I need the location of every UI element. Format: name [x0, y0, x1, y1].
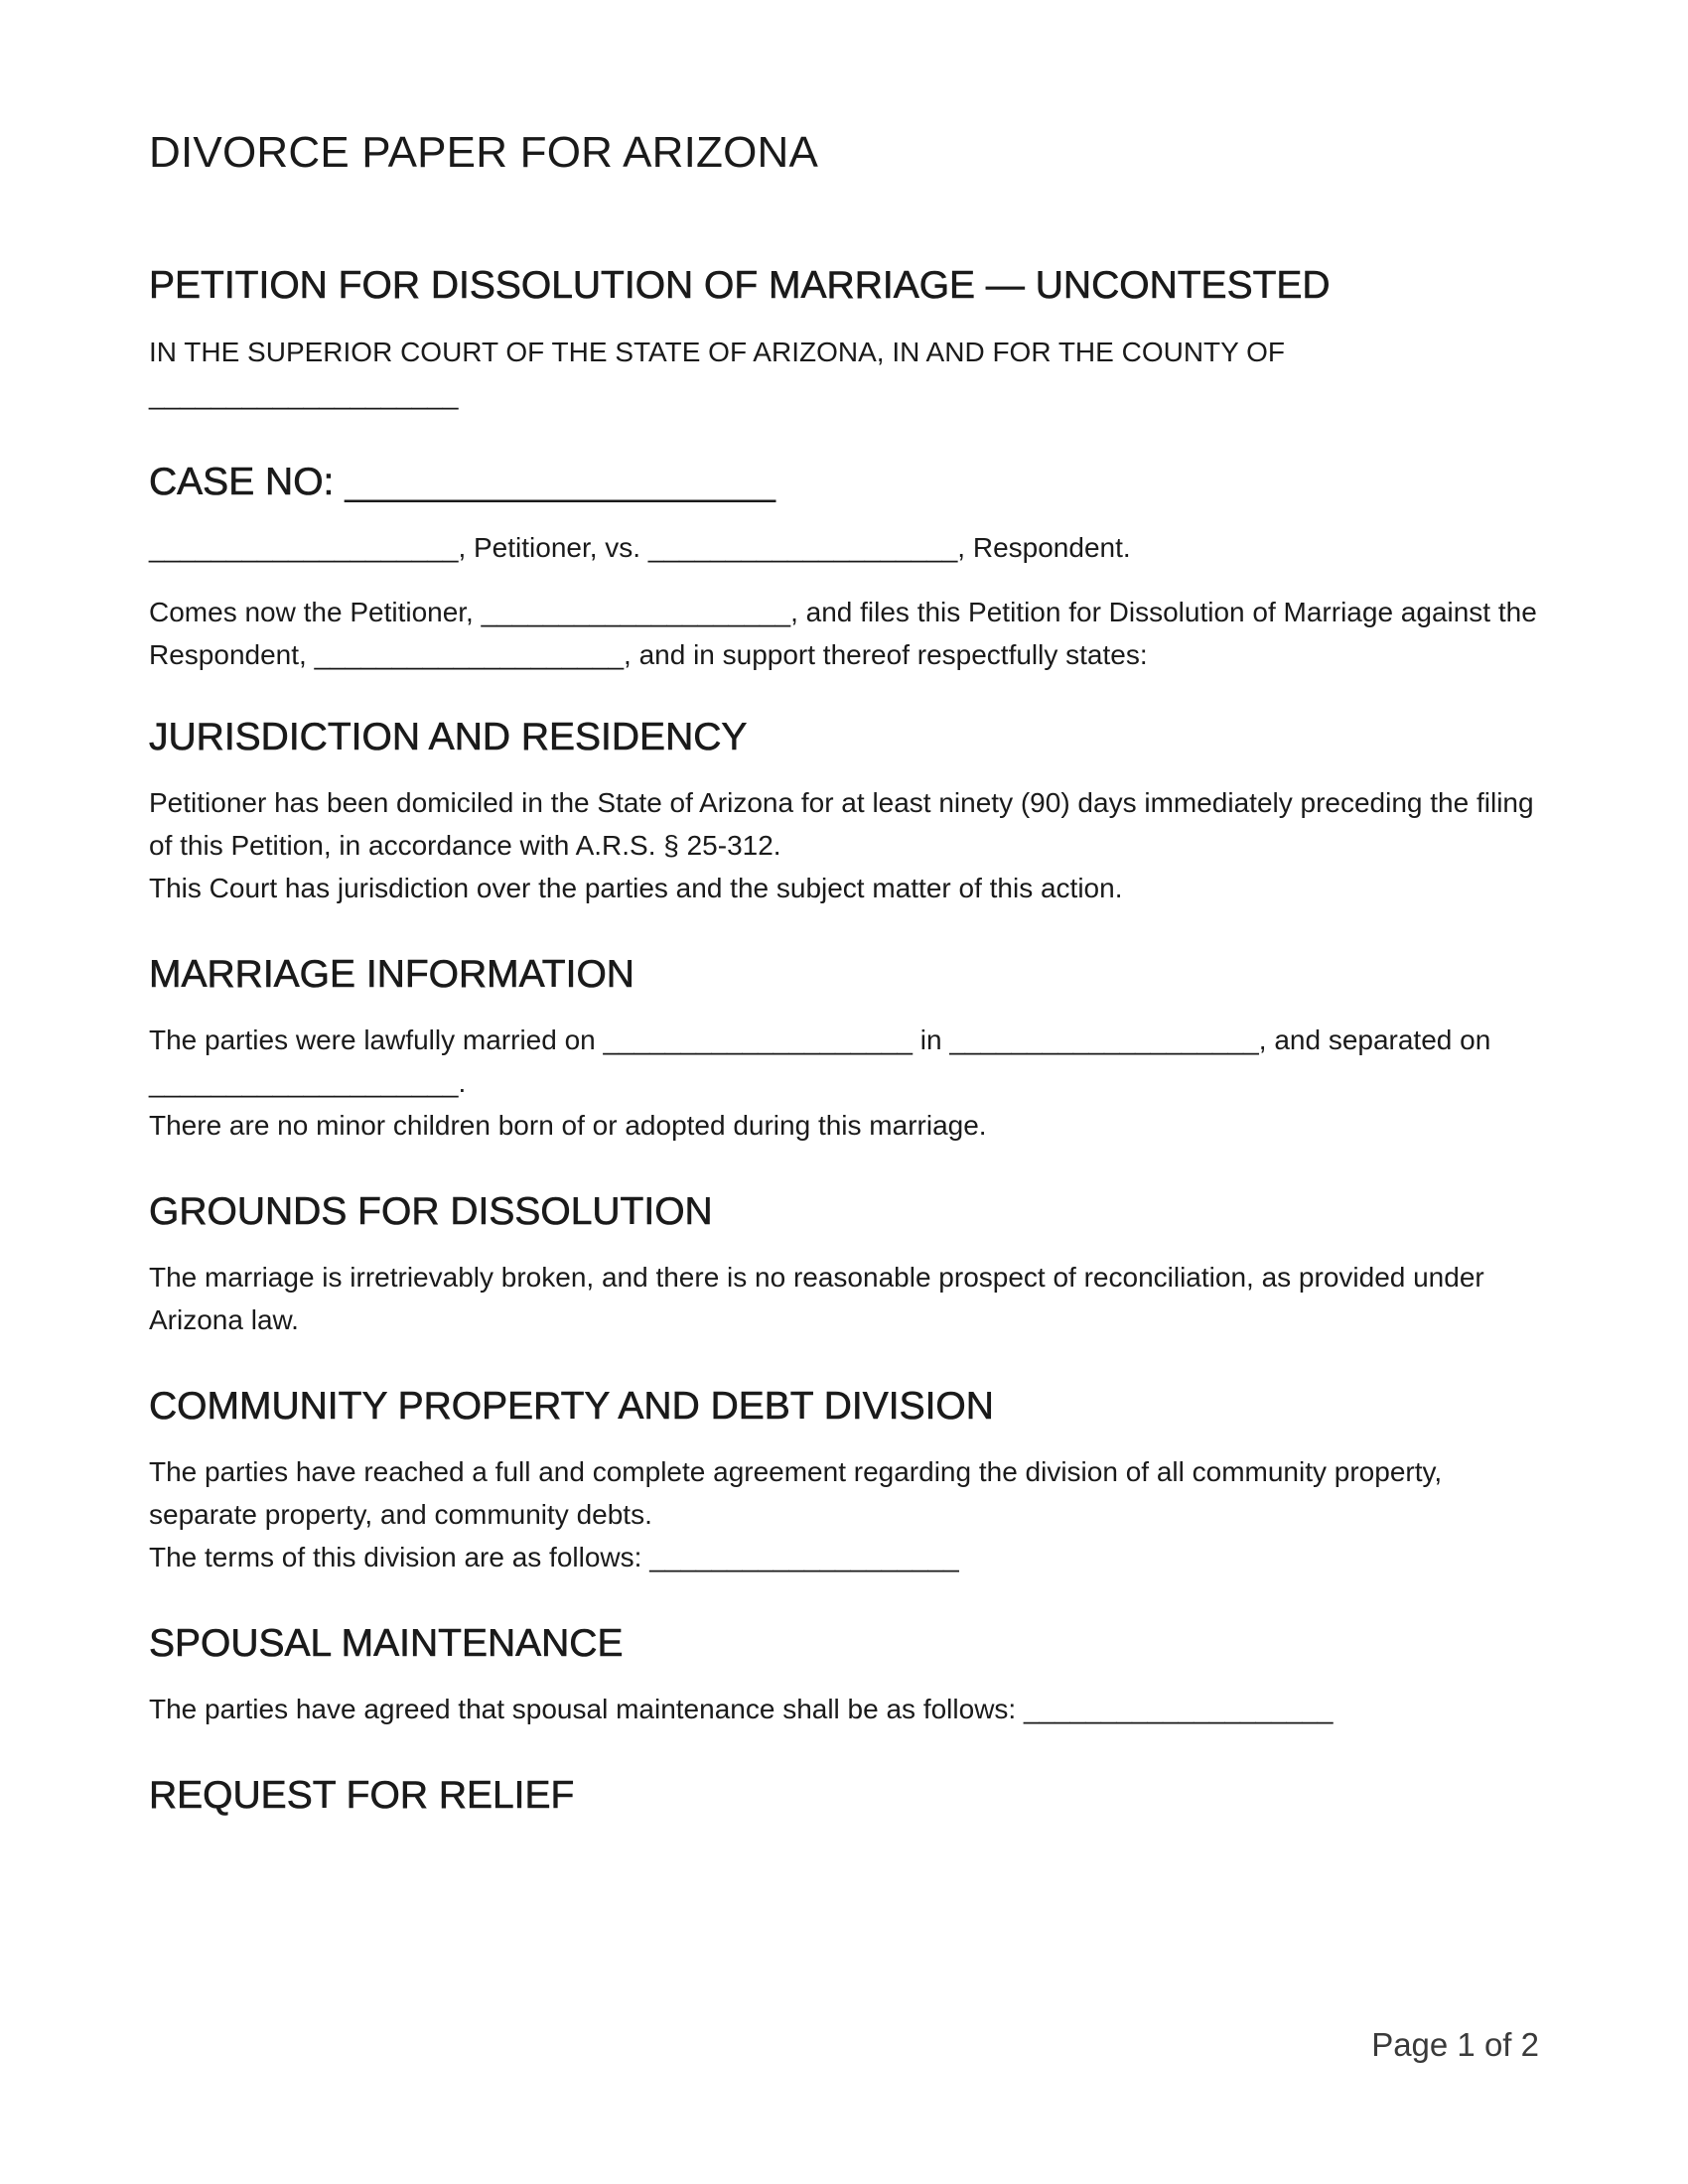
spousal-text: The parties have agreed that spousal maintenance shall be as follows: ____________________: [149, 1694, 1334, 1724]
case-number-blank: ____________________: [345, 461, 776, 503]
page-number: Page 1 of 2: [1371, 2026, 1539, 2063]
document-title: DIVORCE PAPER FOR ARIZONA: [149, 128, 819, 177]
court-line: IN THE SUPERIOR COURT OF THE STATE OF ARIZONA, IN AND FOR THE COUNTY OF ____________________: [149, 337, 1285, 410]
marriage-info-heading: MARRIAGE INFORMATION: [149, 953, 634, 996]
marriage-info-text: The parties were lawfully married on ____________________ in ____________________, and separated on ____________________. There are no minor children born of or adopted during this marriage.: [149, 1024, 1491, 1141]
jurisdiction-heading: JURISDICTION AND RESIDENCY: [149, 716, 748, 758]
property-text: The parties have reached a full and complete agreement regarding the division of all community property, separate property, and community debts. The terms of this division are as follows: ____________________: [149, 1456, 1443, 1572]
relief-heading: REQUEST FOR RELIEF: [149, 1774, 575, 1817]
grounds-heading: GROUNDS FOR DISSOLUTION: [149, 1190, 713, 1233]
document-page: [149, 0, 1545, 2184]
spousal-heading: SPOUSAL MAINTENANCE: [149, 1622, 624, 1665]
intro-paragraph: Comes now the Petitioner, ____________________, and files this Petition for Dissolution of Marriage against the Respondent, ____________________, and in support thereof respectfully states:: [149, 597, 1545, 670]
parties-line: ____________________, Petitioner, vs. ____________________, Respondent.: [149, 532, 1131, 563]
case-number-label: CASE NO:: [149, 461, 335, 503]
case-number-line: [149, 455, 775, 510]
petition-heading: PETITION FOR DISSOLUTION OF MARRIAGE — UNCONTESTED: [149, 264, 1331, 307]
grounds-text: The marriage is irretrievably broken, and there is no reasonable prospect of reconciliation, as provided under Arizona law.: [149, 1262, 1490, 1335]
property-heading: COMMUNITY PROPERTY AND DEBT DIVISION: [149, 1385, 994, 1428]
jurisdiction-text: Petitioner has been domiciled in the State of Arizona for at least ninety (90) days immediately preceding the filing of this Petition, in accordance with A.R.S. § 25-312. This Court has jurisdiction over the parties and the subject matter of this action.: [149, 787, 1534, 903]
